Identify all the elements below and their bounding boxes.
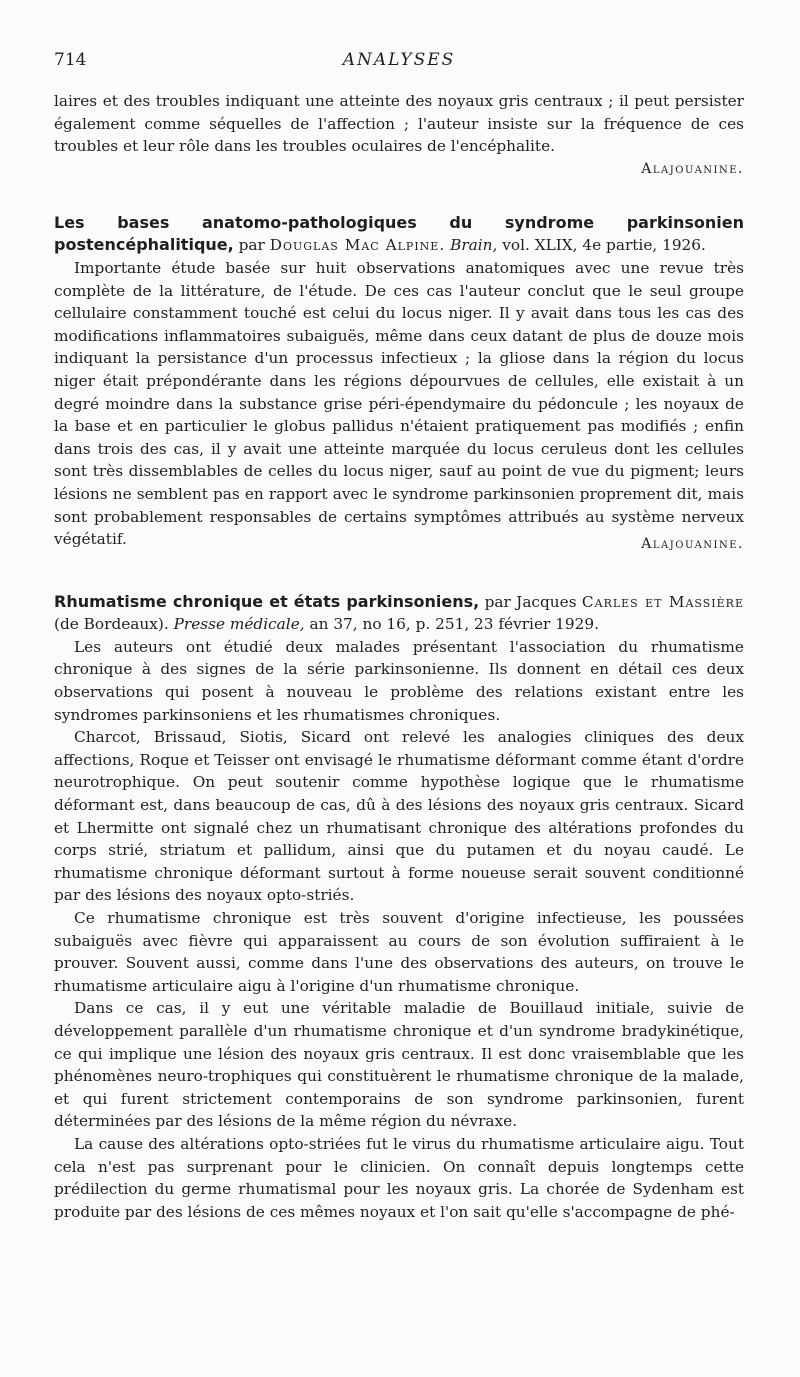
review-title: Rhumatisme chronique et états parkinsoniens, — [54, 591, 480, 611]
review-paragraph: Ce rhumatisme chronique est très souvent d'origine infectieuse, les poussées subaiguës avec fièvre qui apparaissent au cours de son évolution suffiraient à le prouver. Souvent aussi, comme dans l'une des observations des auteurs, on trouve le rhumatisme articulaire aigu à l'origine d'un rhumatisme chronique. — [54, 909, 744, 995]
review-reference: an 37, no 16, p. 251, 23 février 1929. — [309, 615, 599, 634]
review-par: par Jacques — [484, 592, 577, 611]
page-number: 714 — [54, 50, 87, 70]
continuation-paragraph: laires et des troubles indiquant une atteinte des noyaux gris centraux ; il peut persister également comme séquelles de l'affection ; l'auteur insiste sur la fréquence de ces troubles et leur rôle dans les troubles oculaires de l'encéphalite. — [54, 92, 744, 156]
review-title: Les bases anatomo-pathologiques du syndrome parkinsonien postencéphalitique, — [54, 212, 744, 255]
review-heading — [54, 591, 744, 636]
review-reference: vol. XLIX, 4e partie, 1926. — [502, 236, 706, 255]
review-paragraph: Les auteurs ont étudié deux malades présentant l'association du rhumatisme chronique à des signes de la série parkinsonienne. Ils donnent en détail ces deux observations qui posent à nouveau le problème des relations existant entre les syndromes parkinsoniens et les rhumatismes chroniques. — [54, 637, 744, 724]
review-journal: Brain, — [450, 236, 498, 255]
running-head: ANALYSES — [342, 50, 456, 70]
signature: Alajouanine. — [641, 535, 744, 552]
review-author: Douglas Mac Alpine. — [269, 236, 446, 255]
review-paragraph: Charcot, Brissaud, Siotis, Sicard ont relevé les analogies cliniques des deux affections, Roque et Teisser ont envisagé le rhumatisme déformant comme étant d'ordre neurotrophique. On peut soutenir comme hypothèse logique que le rhumatisme déformant est, dans beaucoup de cas, dû à des lésions des noyaux gris centraux. Sicard et Lhermitte ont signalé chez un rhumatisant chronique des altérations profondes du corps strié, striatum et pallidum, ainsi que du putamen et du noyau caudé. Le rhumatisme chronique déformant surtout à forme noueuse serait souvent conditionné par des lésions des noyaux opto-striés. — [54, 728, 744, 905]
review-location: (de Bordeaux). — [54, 615, 169, 634]
review-paragraph: La cause des altérations opto-striées fut le virus du rhumatisme articulaire aigu. Tout cela n'est pas surprenant pour le clinicien. On connaît depuis longtemps cette prédilection du germe rhumatismal pour les noyaux gris. La chorée de Sydenham est produite par des lésions de ces mêmes noyaux et l'on sait qu'elle s'accompagne de phé- — [54, 1134, 744, 1221]
review-journal: Presse médicale, — [173, 615, 305, 634]
review-paragraph: Dans ce cas, il y eut une véritable maladie de Bouillaud initiale, suivie de développement parallèle d'un rhumatisme chronique et d'un syndrome bradykinétique, ce qui implique une lésion des noyaux gris centraux. Il est donc vraisemblable que les phénomènes neuro-trophiques qui constituèrent le rhumatisme chronique de la malade, et qui furent strictement contemporains de son syndrome parkinsonien, furent déterminées par des lésions de la même région du névraxe. — [54, 999, 744, 1131]
signature: Alajouanine. — [641, 160, 744, 177]
review-authors: Carles et Massière — [581, 592, 744, 611]
review-body: Importante étude basée sur huit observations anatomiques avec une revue très complète de la littérature, de l'étude. De ces cas l'auteur conclut que le seul groupe cellulaire constamment touché est celui du locus niger. Il y avait dans tous les cas des modifications inflammatoires subaiguës, même dans ceux datant de plus de douze mois indiquant la persistance d'un processus infectieux ; la gliose dans la région du locus niger était prépondérante dans les régions dépourvues de cellules, elle existait à un degré moindre dans la substance grise péri-épendymaire du pédoncule ; les noyaux de la base et en particulier le globus pallidus n'étaient pratiquement pas modifiés ; enfin dans trois des cas, il y avait une atteinte marquée du locus ceruleus dont les cellules sont très dissemblables de celles du locus niger, sauf au point de vue du pigment; leurs lésions ne semblent pas en rapport avec le syndrome parkinsonien proprement dit, mais sont probablement responsables de certains symptômes attribués au système nerveux végétatif. — [54, 258, 744, 549]
page-body — [54, 90, 744, 1223]
review-par: par — [238, 236, 265, 255]
page-header — [54, 50, 744, 74]
review-heading — [54, 212, 744, 257]
